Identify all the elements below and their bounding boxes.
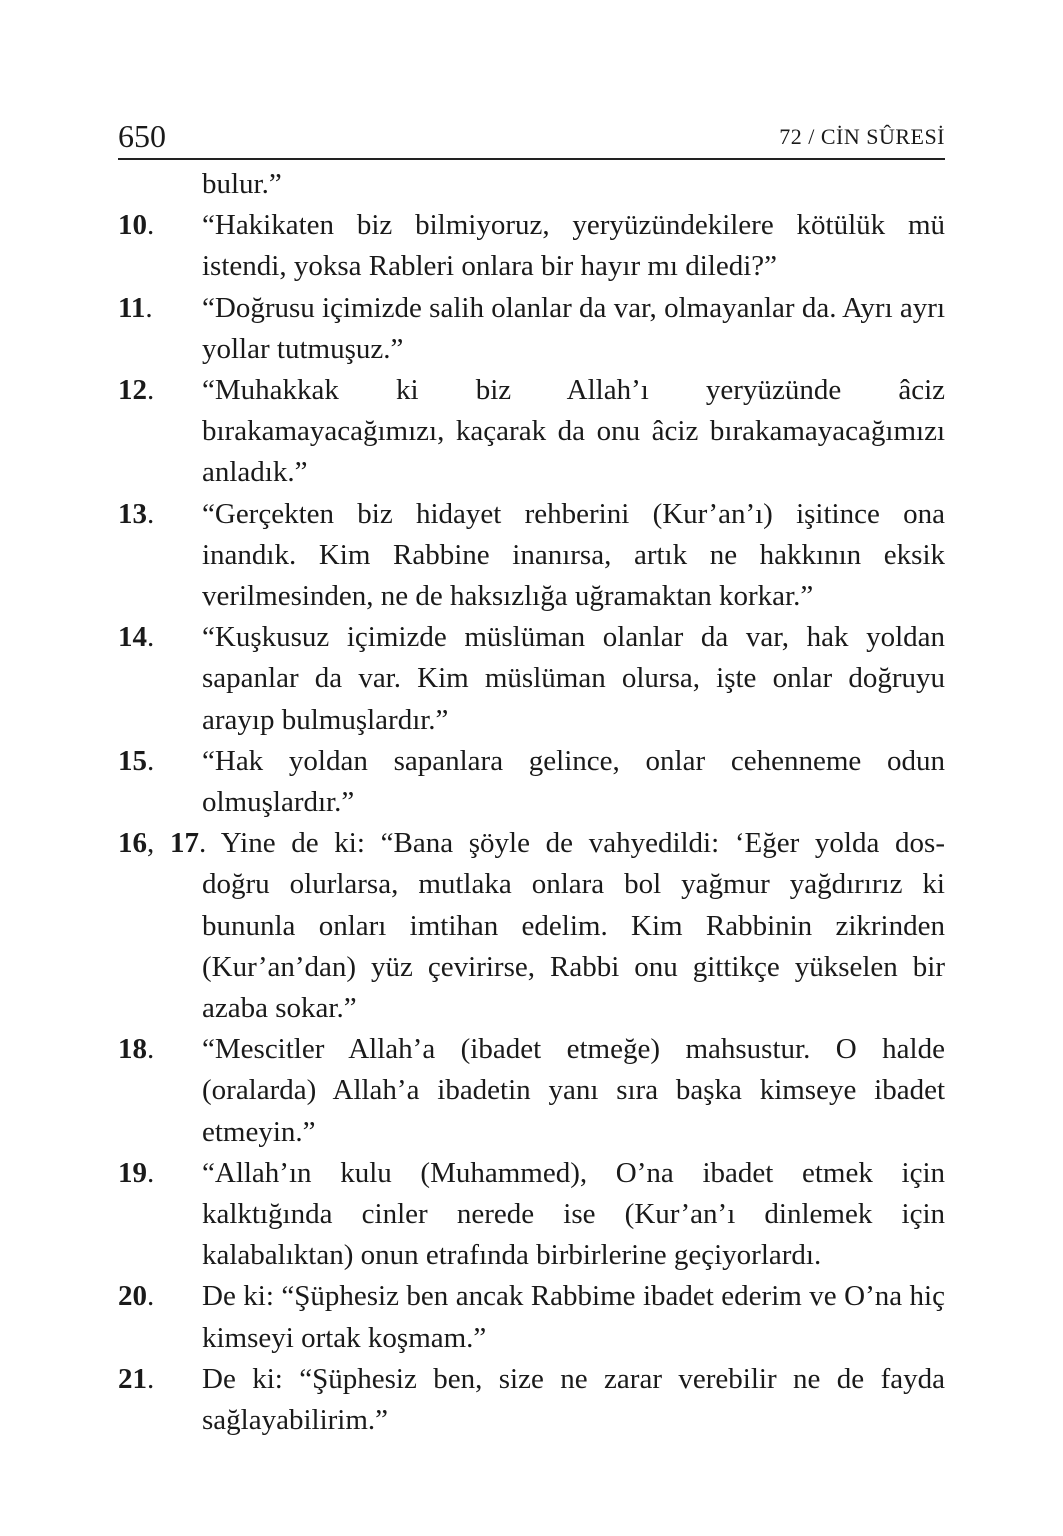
verse-text: “Mescitler Allah’a (ibadet etmeğe) mahsustur. O halde (oralarda) Allah’a ibadetin yanı sıra başka kimseye ibadet etmeyin.” [202, 1033, 945, 1148]
verse-number: 15 [118, 744, 147, 777]
verse-number: 14 [118, 621, 147, 654]
page-number: 650 [118, 118, 166, 154]
page-body [118, 164, 945, 1441]
continuation-line: bulur.” [202, 168, 282, 200]
verse-12: 12. “Muhakkak ki biz Allah’ı yeryüzünde âciz bırakamayacağımızı, kaçarak da onu âciz bırakamayacağımızı anladık.” [118, 370, 945, 494]
verse-number: 13 [118, 497, 147, 530]
verse-number: 17 [169, 827, 199, 860]
verse-number: 21 [118, 1362, 147, 1395]
verse-20: 20. De ki: “Şüphesiz ben ancak Rabbime ibadet ederim ve O’na hiç kimseyi ortak koşmam.” [118, 1276, 945, 1358]
verse-text: “Allah’ın kulu (Muhammed), O’na ibadet etmek için kalktığında cinler nerede ise (Kur’an’ı dinlemek için kalabalıktan) onun etrafında birbirlerine geçiyorlardı. [202, 1156, 945, 1272]
verse-number: 20 [118, 1280, 147, 1313]
verse-13: 13. “Gerçekten biz hidayet rehberini (Kur’an’ı) işitince ona inandık. Kim Rabbine inanırsa, artık ne hakkının eksik verilmesinden, ne de haksızlığa uğramaktan korkar.” [118, 494, 945, 618]
verse-number: 10 [118, 209, 147, 242]
verse-number: 16 [118, 827, 147, 860]
verse-text: De ki: “Şüphesiz ben, size ne zarar verebilir ne de fayda sağlayabilirim.” [202, 1362, 945, 1437]
verse-text-first-line: Yine de ki: “Bana şöyle de vahyedildi: ‘Eğer yolda dos- [220, 827, 945, 860]
verse-text: “Gerçekten biz hidayet rehberini (Kur’an’ı) işitince ona inandık. Kim Rabbine inanırsa, artık ne hakkının eksik verilmesinden, ne de haksızlığa uğramaktan korkar.” [202, 497, 945, 613]
verse-text: De ki: “Şüphesiz ben ancak Rabbime ibadet ederim ve O’na hiç kimseyi ortak koşmam.” [202, 1280, 945, 1354]
page-header [118, 114, 945, 160]
verse-text: doğru olurlarsa, mutlaka onlara bol yağmur yağdırırız ki bununla onları imtihan edelim. Kim Rabbinin zikrinden (Kur’an’dan) yüz çevirirse, Rabbi onu gittikçe yükselen bir azaba sokar.” [202, 868, 945, 1025]
verse-14: 14. “Kuşkusuz içimizde müslüman olanlar da var, hak yoldan sapanlar da var. Kim müslüman olursa, işte onlar doğruyu arayıp bulmuşlardır.” [118, 617, 945, 741]
verse-15: 15. “Hak yoldan sapanlara gelince, onlar cehenneme odun olmuşlardır.” [118, 741, 945, 823]
verse-number: 18 [118, 1033, 147, 1066]
verse-18: 18. “Mescitler Allah’a (ibadet etmeğe) mahsustur. O halde (oralarda) Allah’a ibadetin yanı sıra başka kimseye ibadet etmeyin.” [118, 1029, 945, 1153]
verse-text: “Kuşkusuz içimizde müslüman olanlar da var, hak yoldan sapanlar da var. Kim müslüman olursa, işte onlar doğruyu arayıp bulmuşlardır.” [202, 621, 945, 736]
verse-19: 19. “Allah’ın kulu (Muhammed), O’na ibadet etmek için kalktığında cinler nerede ise (Kur’an’ı dinlemek için kalabalıktan) onun etrafında birbirlerine geçiyorlardı. [118, 1153, 945, 1277]
verse-number: 11 [118, 291, 146, 324]
verse-11: 11. “Doğrusu içimizde salih olanlar da var, olmayanlar da. Ayrı ayrı yollar tutmuşuz.” [118, 288, 945, 370]
verse-21: 21. De ki: “Şüphesiz ben, size ne zarar verebilir ne de fayda sağlayabilirim.” [118, 1359, 945, 1441]
verse-text: “Muhakkak ki biz Allah’ı yeryüzünde âciz bırakamayacağımızı, kaçarak da onu âciz bırakamayacağımızı anladık.” [202, 374, 945, 489]
verse-16-17: 16, 17. Yine de ki: “Bana şöyle de vahyedildi: ‘Eğer yolda dos- doğru olurlarsa, mutlaka onlara bol yağmur yağdırırız ki bununla onları imtihan edelim. Kim Rabbinin zikrinden (Kur’an’dan) yüz çevirirse, Rabbi onu gittikçe yükselen bir azaba sokar.” [118, 823, 945, 1029]
verse-number: 12 [118, 374, 147, 407]
verse-text: “Hakikaten biz bilmiyoruz, yeryüzündekilere kötülük mü istendi, yoksa Rableri onlara bir hayır mı diledi?” [202, 209, 945, 283]
verse-text: “Hak yoldan sapanlara gelince, onlar cehenneme odun olmuşlardır.” [202, 744, 945, 819]
verse-text: “Doğrusu içimizde salih olanlar da var, olmayanlar da. Ayrı ayrı yollar tutmuşuz.” [202, 291, 945, 365]
verse-10: 10. “Hakikaten biz bilmiyoruz, yeryüzündekilere kötülük mü istendi, yoksa Rableri onlara bir hayır mı diledi?” [118, 205, 945, 287]
running-head: 72 / CİN SÛRESİ [779, 124, 945, 149]
verse-number: 19 [118, 1156, 147, 1189]
